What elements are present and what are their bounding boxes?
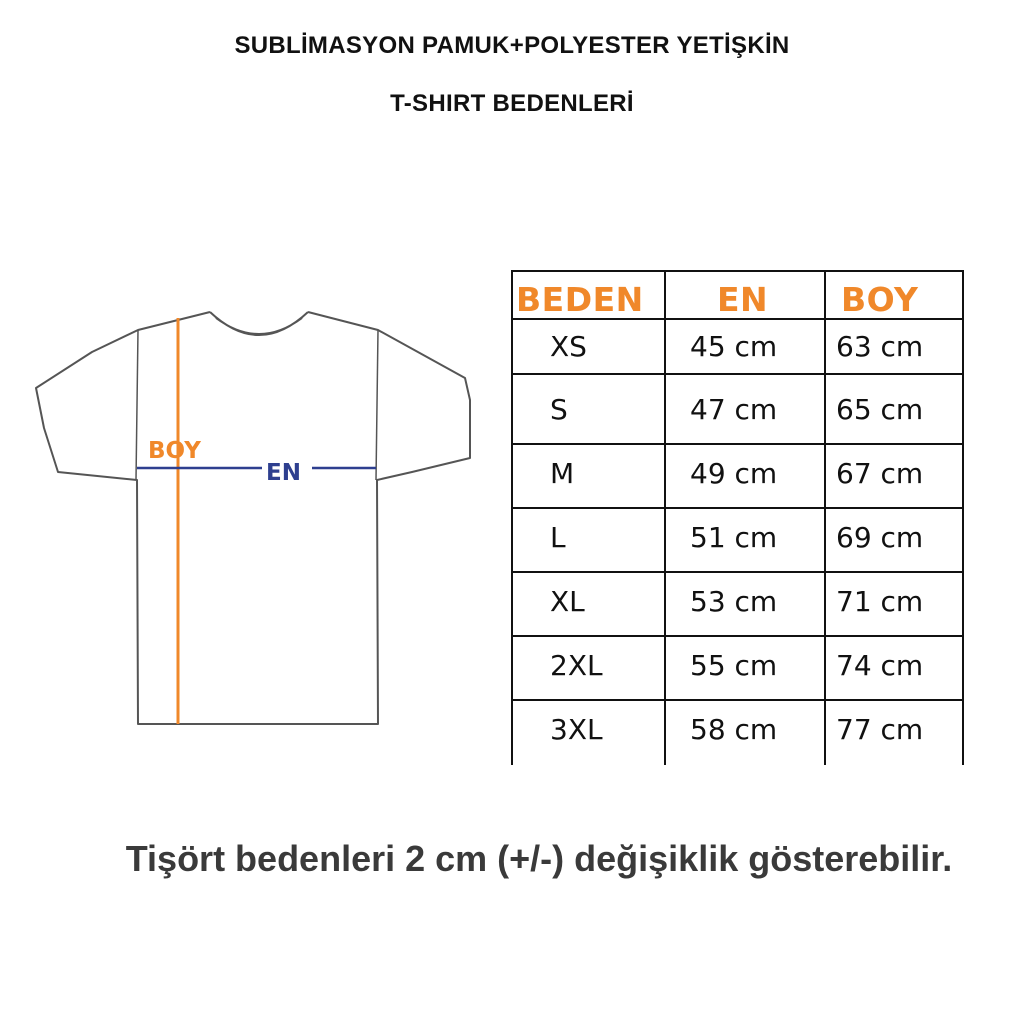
table-cell-size: 3XL xyxy=(550,713,603,746)
table-cell-en: 53 cm xyxy=(690,585,778,618)
table-border-vertical xyxy=(511,270,513,765)
table-header-beden: BEDEN xyxy=(516,280,644,319)
table-cell-boy: 65 cm xyxy=(836,393,924,426)
table-cell-boy: 69 cm xyxy=(836,521,924,554)
tshirt-measurement-diagram xyxy=(0,300,500,740)
table-border-horizontal xyxy=(511,635,964,637)
en-label: EN xyxy=(266,460,301,486)
table-border-horizontal xyxy=(511,571,964,573)
tshirt-outline xyxy=(36,312,470,724)
table-border-vertical xyxy=(664,270,666,765)
table-header-en: EN xyxy=(717,280,769,319)
table-cell-size: M xyxy=(550,457,575,490)
table-cell-en: 45 cm xyxy=(690,330,778,363)
table-border-vertical xyxy=(962,270,964,765)
table-border-horizontal xyxy=(511,443,964,445)
table-border-horizontal xyxy=(511,699,964,701)
page-title-line-1: SUBLİMASYON PAMUK+POLYESTER YETİŞKİN xyxy=(234,32,790,59)
table-cell-boy: 71 cm xyxy=(836,585,924,618)
table-cell-size: XL xyxy=(550,585,585,618)
boy-label: BOY xyxy=(148,438,201,464)
table-cell-en: 51 cm xyxy=(690,521,778,554)
table-cell-size: 2XL xyxy=(550,649,603,682)
table-cell-en: 49 cm xyxy=(690,457,778,490)
table-cell-size: XS xyxy=(550,330,587,363)
table-cell-en: 58 cm xyxy=(690,713,778,746)
size-tolerance-note: Tişört bedenleri 2 cm (+/-) değişiklik gösterebilir. xyxy=(125,838,953,879)
table-cell-boy: 63 cm xyxy=(836,330,924,363)
size-table xyxy=(511,270,964,765)
table-border-horizontal xyxy=(511,270,964,272)
sleeve-seam-right xyxy=(376,330,378,480)
table-border-horizontal xyxy=(511,507,964,509)
table-header-boy: BOY xyxy=(841,280,919,319)
table-border-vertical xyxy=(824,270,826,765)
table-border-horizontal xyxy=(511,373,964,375)
sleeve-seam-left xyxy=(136,330,138,480)
tshirt-collar xyxy=(210,312,308,335)
table-cell-en: 47 cm xyxy=(690,393,778,426)
table-cell-en: 55 cm xyxy=(690,649,778,682)
table-cell-boy: 77 cm xyxy=(836,713,924,746)
table-cell-boy: 67 cm xyxy=(836,457,924,490)
table-cell-boy: 74 cm xyxy=(836,649,924,682)
page-title-line-2: T-SHIRT BEDENLERİ xyxy=(390,90,634,117)
table-cell-size: L xyxy=(550,521,566,554)
table-cell-size: S xyxy=(550,393,568,426)
